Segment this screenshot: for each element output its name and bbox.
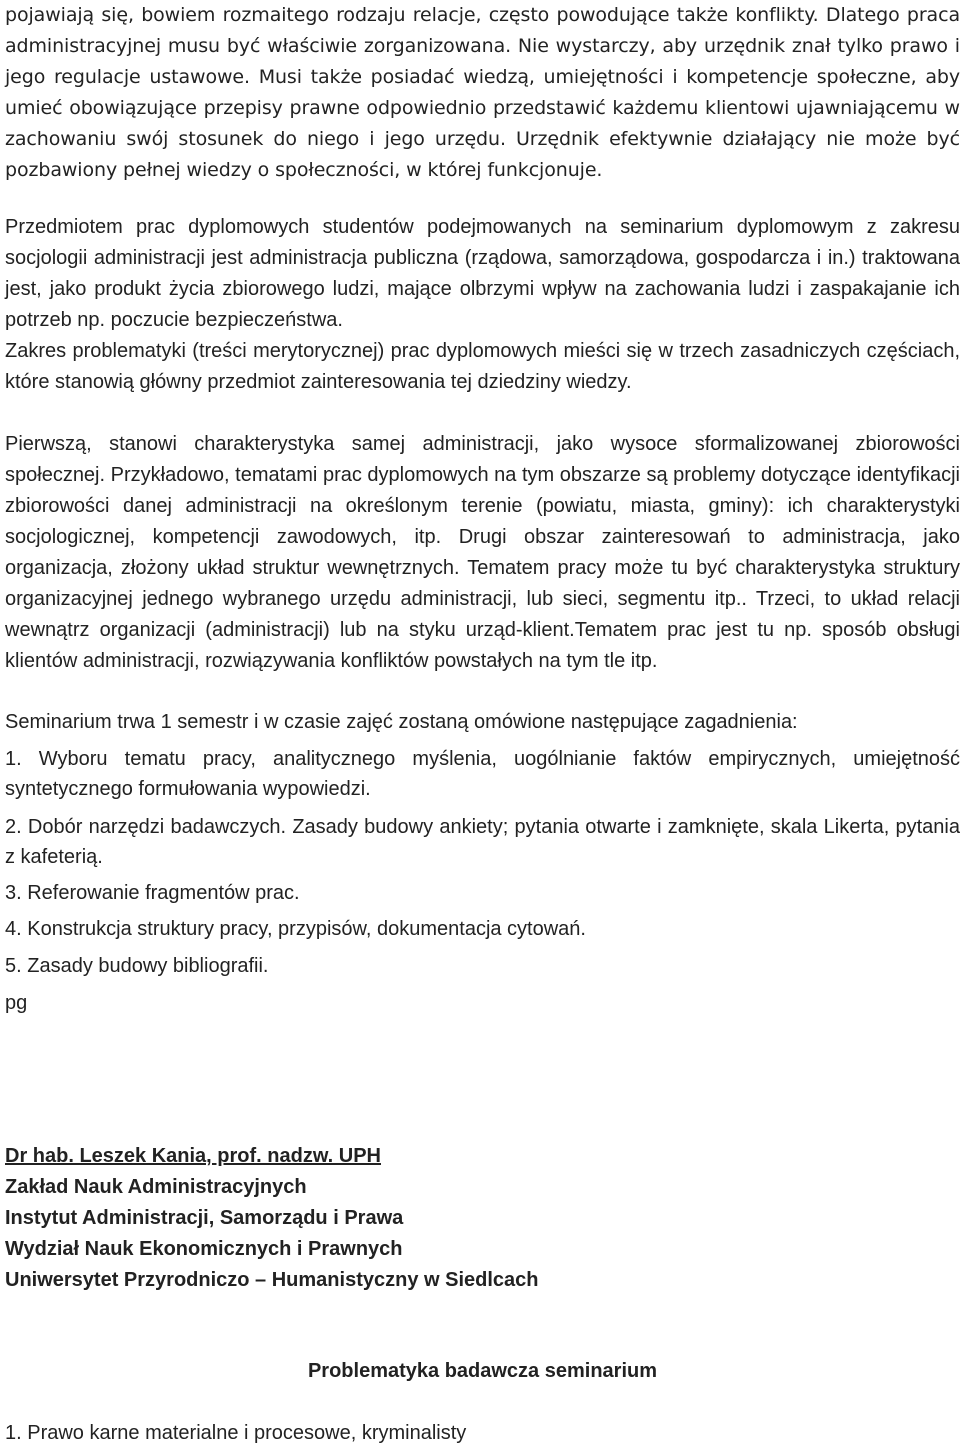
topic-item-5: 5. Zasady budowy bibliografii. [5,955,269,977]
stray-text: pg [5,992,28,1014]
signature-line-faculty: Wydział Nauk Ekonomicznych i Prawnych [5,1238,403,1260]
topic-item-2: 2. Dobór narzędzi badawczych. Zasady budowy ankiety; pytania otwarte i zamknięte, skala Likerta, pytania z kafeterią. [5,816,960,868]
scope-paragraph: Zakres problematyki (treści merytorycznej) prac dyplomowych mieści się w trzech zasadniczych częściach, które stanowią główny przedmiot zainteresowania tej dziedziny wiedzy. [5,340,960,393]
seminar-duration-paragraph: Seminarium trwa 1 semestr i w czasie zajęć zostaną omówione następujące zagadnienia: [5,711,798,733]
signature-line-institute: Instytut Administracji, Samorządu i Prawa [5,1207,404,1229]
document-page [5,0,960,1450]
topic-item-3: 3. Referowanie fragmentów prac. [5,882,300,904]
intro-paragraph: pojawiają się, bowiem rozmaitego rodzaju relacje, często powodujące także konflikty. Dlatego praca administracyjnej musu być właściwie zorganizowana. Nie wystarczy, aby urzędnik znał tylko prawo i jego regulacje ustawowe. Musi także posiadać wiedzą, umiejętności i kompetencje społeczne, aby umieć obowiązujące przepisy prawne odpowiednio przedstawić każdemu klientowi ujawniającemu w zachowaniu swój stosunek do niego i jego urzędu. Urzędnik efektywnie działający nie może być pozbawiony pełnej wiedzy o społeczności, w której funkcjonuje. [5,4,960,181]
signature-block [5,1141,960,1296]
section-first-item: 1. Prawo karne materialne i procesowe, kryminalisty [5,1422,467,1444]
section-title: Problematyka badawcza seminarium [307,1360,658,1382]
topic-item-1: 1. Wyboru tematu pracy, analitycznego myślenia, uogólnianie faktów empirycznych, umiejętność syntetycznego formułowania wypowiedzi. [5,748,960,800]
subject-paragraph: Przedmiotem prac dyplomowych studentów podejmowanych na seminarium dyplomowym z zakresu socjologii administracji jest administracja publiczna (rządowa, samorządowa, gospodarcza i in.) traktowana jest, jako produkt życia zbiorowego ludzi, mające olbrzymi wpływ na zachowania ludzi i zaspakajanie ich potrzeb np. poczucie bezpieczeństwa. [5,216,960,331]
topic-item-4: 4. Konstrukcja struktury pracy, przypisów, dokumentacja cytowań. [5,918,586,940]
signature-line-university: Uniwersytet Przyrodniczo – Humanistyczny w Siedlcach [5,1269,539,1291]
signature-line-department: Zakład Nauk Administracyjnych [5,1176,307,1198]
signature-name: Dr hab. Leszek Kania, prof. nadzw. UPH [5,1145,381,1167]
areas-paragraph: Pierwszą, stanowi charakterystyka samej administracji, jako wysoce sformalizowanej zbiorowości społecznej. Przykładowo, tematami prac dyplomowych na tym obszarze są problemy dotyczące identyfikacji zbiorowości danej administracji na określonym terenie (powiatu, miasta, gminy): ich charakterystyki socjologicznej, kompetencji zawodowych, itp. Drugi obszar zainteresowań to administracja, jako organizacja, złożony układ struktur wewnętrznych. Tematem pracy może tu być charakterystyka struktury organizacyjnej jednego wybranego urzędu administracji, lub sieci, segmentu itp.. Trzeci, to układ relacji wewnątrz organizacji (administracji) lub na styku urząd-klient.Tematem prac jest tu np. sposób obsługi klientów administracji, rozwiązywania konfliktów powstałych na tym tle itp. [5,433,960,672]
